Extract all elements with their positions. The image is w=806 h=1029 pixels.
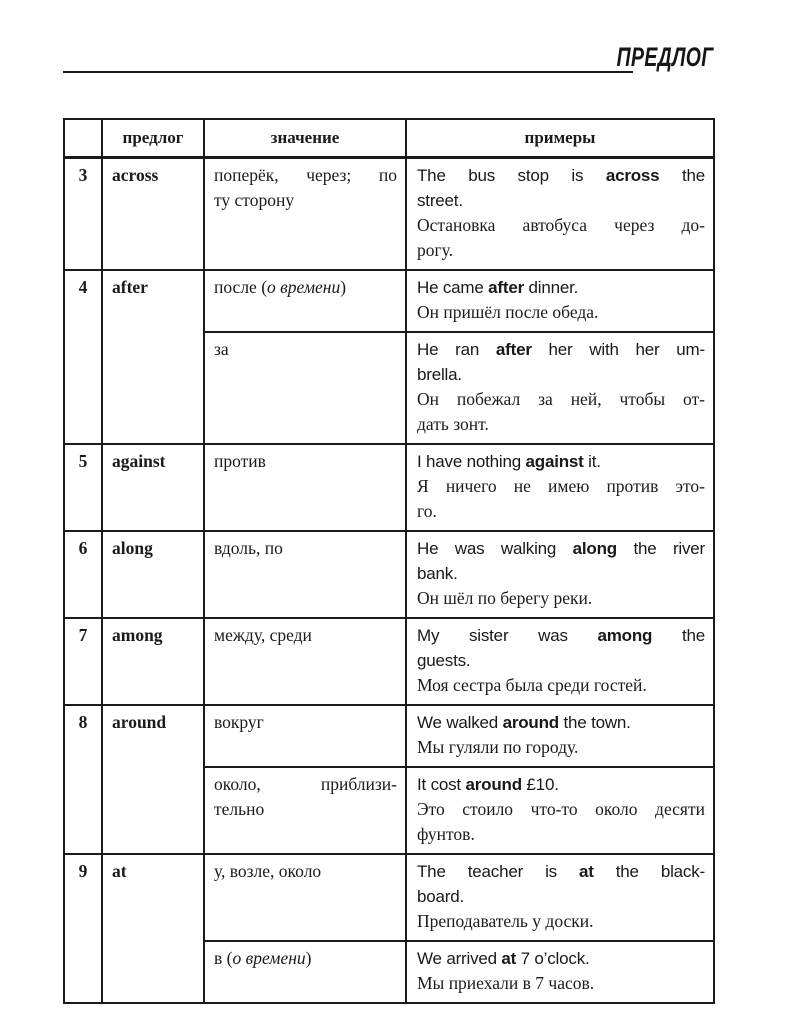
meaning-text: вокруг <box>214 712 264 732</box>
example-english: It cost around £10. <box>417 775 559 794</box>
row-number-cell: 3 <box>64 158 102 271</box>
preposition-cell: against <box>102 444 204 531</box>
meaning-text: после (о времени) <box>214 277 347 297</box>
prepositions-table <box>63 118 715 1004</box>
example-russian: Я ничего не имею против это- го. <box>417 476 705 521</box>
example-russian: Это стоило что-то около десяти фунтов. <box>417 799 705 844</box>
example-russian: Мы приехали в 7 часов. <box>417 973 595 993</box>
meaning-cell <box>204 531 406 618</box>
row-number-cell: 5 <box>64 444 102 531</box>
example-cell <box>406 767 714 854</box>
meaning-text: около, приблизи- тельно <box>214 774 397 819</box>
example-russian: Он пришёл после обеда. <box>417 302 599 322</box>
example-cell <box>406 158 714 271</box>
meaning-cell <box>204 444 406 531</box>
preposition-cell: at <box>102 854 204 1003</box>
example-english: We walked around the town. <box>417 713 631 732</box>
col-header-preposition: предлог <box>102 119 204 158</box>
meaning-text: в (о времени) <box>214 948 312 968</box>
example-russian: Моя сестра была среди гостей. <box>417 675 647 695</box>
meaning-text: поперёк, через; по ту сторону <box>214 165 397 210</box>
table-row <box>64 854 714 941</box>
meaning-text: за <box>214 339 229 359</box>
col-header-meaning: значение <box>204 119 406 158</box>
preposition-cell: across <box>102 158 204 271</box>
table-row <box>64 705 714 767</box>
meaning-cell <box>204 941 406 1003</box>
example-english: I have nothing against it. <box>417 452 601 471</box>
example-cell <box>406 531 714 618</box>
example-cell <box>406 705 714 767</box>
example-english: He ran after her with her um- brella. <box>417 340 705 384</box>
table-header <box>64 119 714 158</box>
meaning-text: против <box>214 451 266 471</box>
example-russian: Преподаватель у доски. <box>417 911 594 931</box>
col-header-num <box>64 119 102 158</box>
row-number-cell: 7 <box>64 618 102 705</box>
example-cell <box>406 854 714 941</box>
example-english: The teacher is at the black- board. <box>417 862 705 906</box>
meaning-cell <box>204 854 406 941</box>
example-english: We arrived at 7 o’clock. <box>417 949 590 968</box>
meaning-text: у, возле, около <box>214 861 322 881</box>
table-row <box>64 531 714 618</box>
col-header-examples: примеры <box>406 119 714 158</box>
row-number-cell: 9 <box>64 854 102 1003</box>
preposition-cell: after <box>102 270 204 444</box>
preposition-cell: along <box>102 531 204 618</box>
table-row <box>64 618 714 705</box>
table-row <box>64 444 714 531</box>
row-number-cell: 8 <box>64 705 102 854</box>
header-rule <box>63 71 633 73</box>
table-row <box>64 270 714 332</box>
meaning-cell <box>204 270 406 332</box>
example-russian: Он побежал за ней, чтобы от- дать зонт. <box>417 389 705 434</box>
row-number-cell: 4 <box>64 270 102 444</box>
example-english: The bus stop is across the street. <box>417 166 705 210</box>
example-russian: Он шёл по берегу реки. <box>417 588 593 608</box>
table-header-row <box>64 119 714 158</box>
example-english: He was walking along the river bank. <box>417 539 705 583</box>
meaning-cell <box>204 767 406 854</box>
table-row <box>64 158 714 271</box>
example-cell <box>406 332 714 444</box>
meaning-cell <box>204 618 406 705</box>
meaning-cell <box>204 705 406 767</box>
prepositions-table-body <box>64 158 714 1004</box>
example-cell <box>406 941 714 1003</box>
example-english: He came after dinner. <box>417 278 579 297</box>
meaning-cell <box>204 158 406 271</box>
preposition-cell: among <box>102 618 204 705</box>
example-cell <box>406 618 714 705</box>
meaning-text: между, среди <box>214 625 312 645</box>
example-russian: Остановка автобуса через до- рогу. <box>417 215 705 260</box>
meaning-text: вдоль, по <box>214 538 283 558</box>
row-number-cell: 6 <box>64 531 102 618</box>
preposition-cell: around <box>102 705 204 854</box>
example-english: My sister was among the guests. <box>417 626 705 670</box>
example-russian: Мы гуляли по городу. <box>417 737 579 757</box>
example-cell <box>406 270 714 332</box>
page-title: ПРЕДЛОГ <box>617 42 714 72</box>
example-cell <box>406 444 714 531</box>
meaning-cell <box>204 332 406 444</box>
